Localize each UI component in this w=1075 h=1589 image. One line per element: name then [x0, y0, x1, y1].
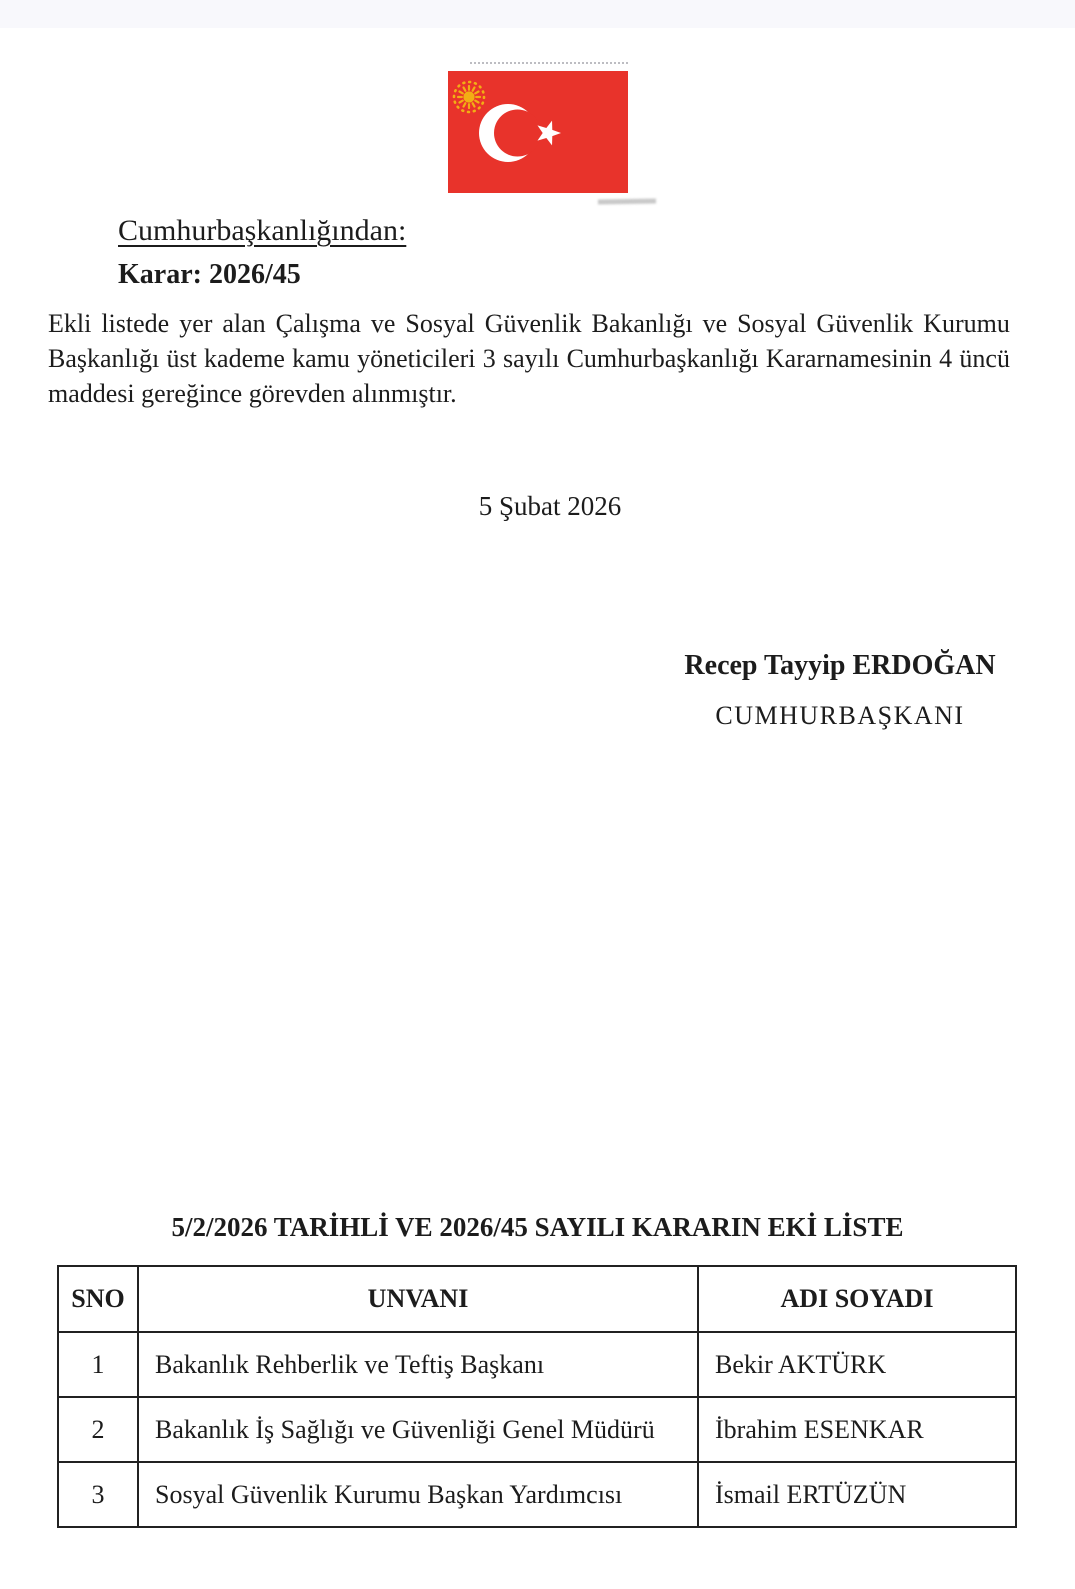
issuer-heading: Cumhurbaşkanlığından:	[118, 214, 407, 247]
header-adi-soyadi: ADI SOYADI	[698, 1266, 1016, 1332]
header-sno: SNO	[58, 1266, 138, 1332]
decision-number: Karar: 2026/45	[118, 259, 301, 290]
cell-sno: 3	[58, 1462, 138, 1527]
cell-unvani: Bakanlık İş Sağlığı ve Güvenliği Genel Müdürü	[138, 1397, 698, 1462]
table-row	[58, 1462, 1016, 1527]
decree-body-line: Başkanlığı üst kademe kamu yöneticileri 3 sayılı Cumhurbaşkanlığı Kararnamesinin 4 üncü	[48, 344, 1010, 373]
table-row	[58, 1332, 1016, 1397]
presidential-seal-icon	[454, 82, 484, 112]
flag-image	[448, 71, 628, 193]
signatory-name: Recep Tayyip ERDOĞAN	[684, 650, 996, 681]
decree-date: 5 Şubat 2026	[478, 491, 622, 521]
cell-sno: 1	[58, 1332, 138, 1397]
cell-unvani: Bakanlık Rehberlik ve Teftiş Başkanı	[138, 1332, 698, 1397]
scan-artifact-line	[470, 62, 628, 64]
cell-unvani: Sosyal Güvenlik Kurumu Başkan Yardımcısı	[138, 1462, 698, 1527]
annex-table	[57, 1265, 1017, 1528]
scan-artifact-smudge	[598, 198, 656, 204]
table-row	[58, 1397, 1016, 1462]
decree-body	[48, 309, 1010, 414]
turkish-presidential-flag	[448, 71, 628, 193]
cell-sno: 2	[58, 1397, 138, 1462]
cell-adi-soyadi: İbrahim ESENKAR	[698, 1397, 1016, 1462]
decree-body-line: maddesi gereğince görevden alınmıştır.	[48, 379, 457, 408]
header-unvani: UNVANI	[138, 1266, 698, 1332]
cell-adi-soyadi: Bekir AKTÜRK	[698, 1332, 1016, 1397]
signatory-title: CUMHURBAŞKANI	[715, 701, 965, 730]
decree-body-line: Ekli listede yer alan Çalışma ve Sosyal Güvenlik Bakanlığı ve Sosyal Güvenlik Kurumu	[48, 309, 1010, 338]
table-header-row	[58, 1266, 1016, 1332]
annex-list-title: 5/2/2026 TARİHLİ VE 2026/45 SAYILI KARARIN EKİ LİSTE	[171, 1212, 904, 1242]
top-band	[0, 0, 1075, 28]
cell-adi-soyadi: İsmail ERTÜZÜN	[698, 1462, 1016, 1527]
